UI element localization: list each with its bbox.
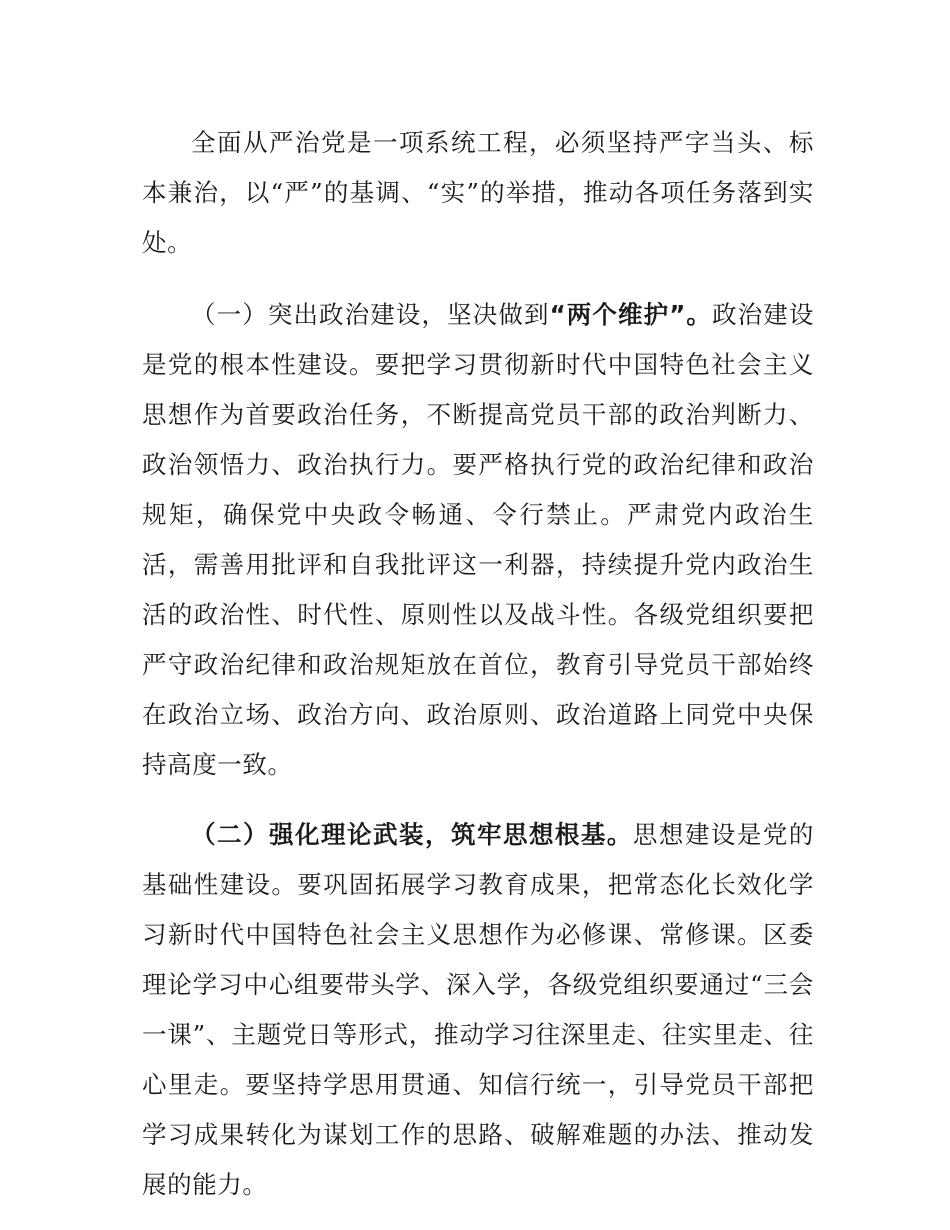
section-one-text: 政治建设是党的根本性建设。要把学习贯彻新时代中国特色社会主义思想作为首要政治任务，不断提高党员干部的政治判断力、政治领悟力、政治执行力。要严格执行党的政治纪律和政治规矩，确保党中央政令畅通、令行禁止。严肃党内政治生活，需善用批评和自我批评这一利器，持续提升党内政治生活的政治性、时代性、原则性以及战斗性。各级党组织要把严守政治纪律和政治规矩放在首位，教育引导党员干部始终在政治立场、政治方向、政治原则、政治道路上同党中央保持高度一致。 <box>142 300 814 779</box>
paragraph-section-two <box>142 810 814 1210</box>
section-two-heading: （二）强化理论武装，筑牢思想根基。 <box>191 820 633 849</box>
section-one-heading: “两个维护”。 <box>549 300 713 329</box>
section-two-text: 思想建设是党的基础性建设。要巩固拓展学习教育成果，把常态化长效化学习新时代中国特色社会主义思想作为必修课、常修课。区委理论学习中心组要带头学、深入学，各级党组织要通过“三会一课”、主题党日等形式，推动学习往深里走、往实里走、往心里走。要坚持学思用贯通、知信行统一，引导党员干部把学习成果转化为谋划工作的思路、破解难题的办法、推动发展的能力。 <box>142 820 814 1199</box>
paragraph-section-one <box>142 290 814 790</box>
paragraph-text: 全面从严治党是一项系统工程，必须坚持严字当头、标本兼治，以“严”的基调、“实”的举措，推动各项任务落到实处。 <box>142 128 814 257</box>
document-page <box>142 118 814 1210</box>
section-one-intro: （一）突出政治建设，坚决做到 <box>191 300 550 329</box>
paragraph-intro <box>142 118 814 268</box>
